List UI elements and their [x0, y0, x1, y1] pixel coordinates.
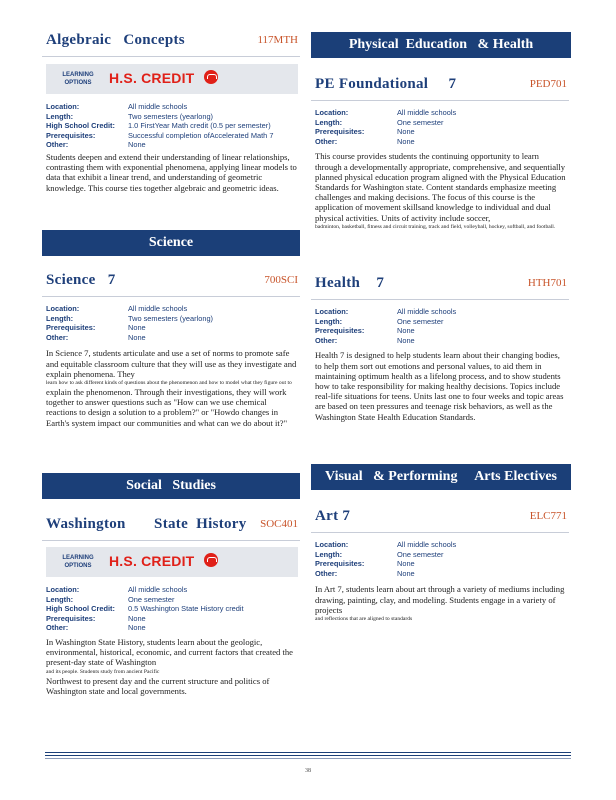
- course-header: [311, 275, 569, 297]
- course-description: [315, 151, 567, 230]
- meta-row: [46, 112, 300, 122]
- meta-row: [315, 307, 569, 317]
- course-title: Washington State History: [46, 516, 247, 532]
- course-meta: [315, 108, 569, 146]
- course-art-7: [311, 508, 569, 623]
- course-pe-foundational-7: [311, 76, 569, 231]
- description-text: In Science 7, students articulate and use a set of norms to promote safe and equitable classroom culture that they will use as they investigate and explain phenomena. They: [46, 348, 297, 379]
- meta-key: Prerequisites:: [315, 559, 365, 569]
- hs-credit-label: H.S. CREDIT: [109, 70, 195, 86]
- meta-row: [315, 540, 569, 550]
- meta-key: High School Credit:: [46, 604, 115, 614]
- meta-key: Location:: [315, 307, 349, 316]
- description-text: Health 7 is designed to help students learn about their changing bodies, to help them sort out emotions and personal values, to aid them in maintaining optimum health as a lifelong process, and to show students how to take responsibility for making healthy decisions. Topics include real-life situations for teens. Units last one to four weeks and topic areas are based on teen pressures and teenage risk behaviors, as well as the Washington State Health Education Standards.: [315, 350, 564, 422]
- description-text: Northwest to present day and the current structure and politics of Washington state and local governments.: [46, 675, 270, 696]
- learning-options-label: LEARNING OPTIONS: [62, 555, 94, 569]
- meta-row: [46, 585, 300, 595]
- meta-value: None: [397, 335, 415, 345]
- meta-key: Prerequisites:: [46, 130, 96, 140]
- course-header: [42, 272, 300, 294]
- meta-key: Length:: [315, 316, 343, 326]
- meta-key: Location:: [46, 585, 80, 594]
- course-meta: [46, 304, 300, 342]
- description-small-text: learn how to ask different kinds of questions about the phenomenon and how to model what they figure out to: [46, 379, 292, 386]
- meta-value: None: [397, 559, 415, 569]
- meta-key: Other:: [46, 140, 69, 150]
- meta-value: None: [128, 323, 146, 333]
- divider: [311, 299, 569, 300]
- meta-key: Length:: [315, 549, 343, 559]
- meta-value: All middle schools: [397, 108, 457, 117]
- course-title: Algebraic Concepts: [46, 32, 185, 48]
- course-description: [315, 350, 567, 421]
- meta-key: Prerequisites:: [46, 613, 96, 623]
- learning-options-box: [46, 64, 298, 94]
- section-banner-physical-education: Physical Education & Health: [311, 32, 571, 58]
- divider: [311, 100, 569, 101]
- course-description: [46, 348, 298, 427]
- description-small-text: and its people. Students study from ancient Pacific: [46, 668, 160, 675]
- graduation-cap-icon: [204, 70, 218, 84]
- divider: [311, 532, 569, 533]
- course-title: Science 7: [46, 272, 116, 288]
- meta-value: All middle schools: [128, 304, 188, 313]
- meta-value: All middle schools: [397, 307, 457, 316]
- meta-value: One semester: [397, 316, 444, 326]
- description-text: In Art 7, students learn about art through a variety of mediums including drawing, painting, clay, and modeling. Students engage in a variety of projects: [315, 584, 565, 615]
- course-title: Art 7: [315, 508, 351, 524]
- meta-row: [46, 333, 300, 343]
- meta-row: [315, 127, 569, 137]
- meta-value: All middle schools: [128, 102, 188, 111]
- course-science-7: [42, 272, 300, 428]
- course-title: Health 7: [315, 275, 385, 291]
- course-code: 700SCI: [264, 274, 298, 286]
- course-health-7: [311, 275, 569, 422]
- meta-key: Other:: [315, 136, 338, 146]
- page-number: 38: [305, 768, 311, 774]
- section-banner-science: Science: [42, 230, 300, 256]
- meta-key: Other:: [315, 568, 338, 578]
- meta-value: One semester: [128, 594, 175, 604]
- course-header: [311, 508, 569, 530]
- course-header: [42, 32, 300, 54]
- meta-row: [46, 323, 300, 333]
- course-header: [42, 516, 300, 538]
- meta-row: [46, 614, 300, 624]
- meta-row: [46, 140, 300, 150]
- course-meta: [315, 307, 569, 345]
- meta-value: One semester: [397, 549, 444, 559]
- description-text: This course provides students the continuing opportunity to learn through a developmentally appropriate, comprehensive, and sequentially planned physical education program aligned with the Physical Education Standards for Washington state. Content standards emphasize meeting challenges and making decisions. The focus of this course is the application of movement skillsand knowledge to individual and dual physical activities. Units of activity include soccer,: [315, 151, 566, 223]
- meta-key: Length:: [46, 111, 74, 121]
- meta-row: [46, 595, 300, 605]
- meta-key: Length:: [315, 117, 343, 127]
- meta-row: [46, 623, 300, 633]
- footer-rules: [45, 752, 571, 759]
- course-code: ELC771: [529, 510, 567, 522]
- course-code: PED701: [529, 78, 567, 90]
- meta-value: 1.0 FirstYear Math credit (0.5 per semester): [128, 121, 271, 131]
- footer-rule: [45, 758, 571, 759]
- divider: [42, 540, 300, 541]
- meta-row: [315, 118, 569, 128]
- course-code: SOC401: [260, 518, 298, 530]
- meta-value: None: [128, 140, 146, 150]
- graduation-cap-icon: [204, 553, 218, 567]
- meta-value: One semester: [397, 117, 444, 127]
- meta-key: Location:: [315, 108, 349, 117]
- meta-value: None: [128, 332, 146, 342]
- learning-options-box: [46, 547, 298, 577]
- meta-key: Other:: [315, 335, 338, 345]
- meta-row: [315, 137, 569, 147]
- divider: [42, 296, 300, 297]
- meta-key: Length:: [46, 594, 74, 604]
- course-description: [315, 584, 567, 623]
- meta-row: [46, 102, 300, 112]
- learning-options-label: LEARNING OPTIONS: [62, 72, 94, 86]
- meta-row: [46, 314, 300, 324]
- course-washington-state-history: [42, 516, 300, 696]
- meta-value: None: [128, 613, 146, 623]
- meta-value: None: [397, 127, 415, 137]
- meta-value: Two semesters (yearlong): [128, 111, 214, 121]
- meta-value: Two semesters (yearlong): [128, 313, 214, 323]
- meta-value: None: [397, 136, 415, 146]
- meta-value: 0.5 Washington State History credit: [128, 604, 244, 614]
- description-small-text: and reflections that are aligned to standards: [315, 615, 413, 622]
- course-meta: [46, 585, 300, 633]
- course-header: [311, 76, 569, 98]
- course-description: [46, 637, 298, 696]
- meta-row: [315, 108, 569, 118]
- meta-value: None: [128, 623, 146, 633]
- meta-row: [315, 559, 569, 569]
- meta-key: Other:: [46, 332, 69, 342]
- meta-row: [315, 569, 569, 579]
- meta-key: Location:: [315, 540, 349, 549]
- section-banner-social-studies: Social Studies: [42, 473, 300, 499]
- meta-key: Prerequisites:: [46, 323, 96, 333]
- course-title: PE Foundational 7: [315, 76, 457, 92]
- meta-key: Location:: [46, 102, 80, 111]
- meta-row: [46, 131, 300, 141]
- meta-key: Prerequisites:: [315, 326, 365, 336]
- course-code: HTH701: [527, 277, 567, 289]
- meta-row: [46, 304, 300, 314]
- meta-row: [46, 121, 300, 131]
- course-description: [46, 152, 298, 193]
- meta-key: Other:: [46, 623, 69, 633]
- course-code: 117MTH: [257, 34, 298, 46]
- description-text: In Washington State History, students learn about the geologic, environmental, historical, economic, and current factors that created the present-day state of Washington: [46, 636, 293, 668]
- description-small-text: badminton, basketball, fitness and circuit training, track and field, volleyball, hockey, softball, and football.: [315, 223, 556, 230]
- meta-key: Length:: [46, 313, 74, 323]
- course-meta: [46, 102, 300, 150]
- meta-value: None: [397, 568, 415, 578]
- course-algebraic-concepts: [42, 32, 300, 193]
- description-text: explain the phenomenon. Through their investigations, they will work together to answer questions such as "How can we use chemical reactions to design a solution to a problem?" or "Howdo changes in Earth's system impact our communities and what can we do about it?": [46, 386, 288, 428]
- meta-row: [315, 336, 569, 346]
- meta-key: High School Credit:: [46, 121, 115, 131]
- hs-credit-label: H.S. CREDIT: [109, 553, 195, 569]
- section-banner-arts-electives: Visual & Performing Arts Electives: [311, 464, 571, 490]
- meta-value: All middle schools: [128, 585, 188, 594]
- meta-key: Location:: [46, 304, 80, 313]
- meta-row: [315, 317, 569, 327]
- meta-value: Successful completion ofAccelerated Math 7: [128, 130, 274, 140]
- meta-value: None: [397, 326, 415, 336]
- meta-key: Prerequisites:: [315, 127, 365, 137]
- course-meta: [315, 540, 569, 578]
- meta-row: [315, 326, 569, 336]
- divider: [42, 56, 300, 57]
- meta-row: [46, 604, 300, 614]
- meta-row: [315, 550, 569, 560]
- description-text: Students deepen and extend their understanding of linear relationships, contrasting them with exponential phenomena, applying linear models to data that exhibit a linear trend, and understanding of geometric knowledge. This course ties together algebraic and geometric ideas.: [46, 151, 297, 193]
- meta-value: All middle schools: [397, 540, 457, 549]
